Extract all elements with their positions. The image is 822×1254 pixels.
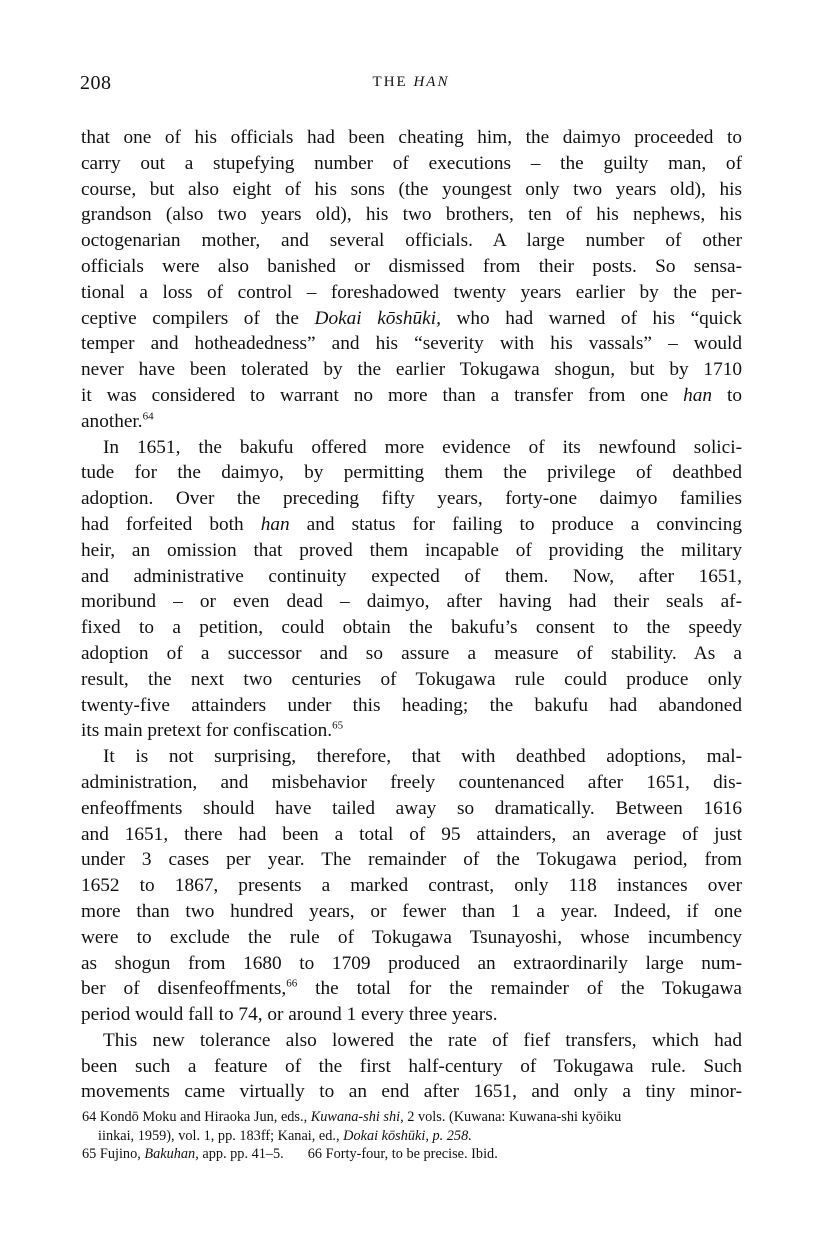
text-run: it was considered to warrant no more than a transfer from one — [81, 384, 684, 406]
text-run: course, but also eight of his sons (the youngest only two years old), his — [81, 178, 742, 200]
italic-text: Dokai kōshūki, — [314, 307, 441, 329]
footnote-ref: 65 — [332, 719, 344, 732]
body-line — [81, 202, 742, 228]
body-line — [81, 331, 742, 357]
body-line — [81, 177, 742, 203]
text-run: period would fall to 74, or around 1 every three years. — [81, 1004, 498, 1026]
italic-text: Bakuhan, — [144, 1146, 199, 1162]
running-title-prefix: THE — [372, 74, 414, 90]
body-line — [81, 718, 742, 744]
body-line — [81, 538, 742, 564]
footnote-ref: 66 — [286, 977, 298, 990]
body-line — [81, 280, 742, 306]
text-run: never have been tolerated by the earlier Tokugawa shogun, but by 1710 — [81, 359, 742, 381]
text-run: adoption. Over the preceding fifty years, forty-one daimyo families — [81, 488, 742, 510]
text-run: octogenarian mother, and several officials. A large number of other — [81, 230, 742, 252]
text-run: grandson (also two years old), his two brothers, ten of his nephews, his — [81, 204, 742, 226]
text-run: iinkai, 1959), vol. 1, pp. 183ff; Kanai, ed., — [98, 1127, 344, 1144]
text-run: 1652 to 1867, presents a marked contrast, only 118 instances over — [81, 875, 742, 897]
body-line — [81, 564, 742, 590]
text-run: enfeoffments should have tailed away so dramatically. Between 1616 — [81, 797, 742, 819]
text-run: In 1651, the bakufu offered more evidence of its newfound solici- — [103, 436, 742, 458]
text-run: its main pretext for confiscation. — [81, 720, 333, 742]
text-run: tional a loss of control – foreshadowed twenty years earlier by the per- — [81, 281, 742, 303]
footnote-ref: 64 — [142, 410, 154, 423]
text-run: that one of his officials had been cheating him, the daimyo proceeded to — [81, 127, 742, 148]
italic-text: han — [683, 384, 713, 406]
body-line — [81, 693, 742, 719]
page-number: 208 — [80, 72, 112, 94]
body-line — [81, 1079, 742, 1105]
body-line — [81, 899, 742, 925]
text-run: who had warned of his “quick — [440, 307, 742, 329]
body-line — [81, 641, 742, 667]
text-run: the total for the remainder of the Tokugawa — [297, 978, 742, 1000]
text-run: fixed to a petition, could obtain the bakufu’s consent to the speedy — [81, 617, 742, 639]
text-run: movements came virtually to an end after 1651, and only a tiny minor- — [81, 1081, 742, 1103]
text-run: temper and hotheadedness” and his “severity with his vassals” – would — [81, 333, 742, 355]
text-run: twenty-five attainders under this heading; the bakufu had abandoned — [81, 694, 742, 716]
text-run: and administrative continuity expected of them. Now, after 1651, — [81, 565, 742, 587]
body-line — [81, 486, 742, 512]
text-run: to — [712, 384, 742, 406]
body-line — [81, 435, 742, 461]
body-line — [81, 615, 742, 641]
body-line — [81, 512, 742, 538]
body-line — [81, 873, 742, 899]
running-title-italic: HAN — [413, 74, 450, 90]
body-line — [81, 1054, 742, 1080]
body-text — [81, 125, 742, 1105]
italic-text: Dokai kōshūki, p. 258. — [343, 1127, 472, 1144]
running-header — [80, 72, 742, 100]
text-run: ber of disenfeoffments, — [81, 978, 287, 1000]
footnote-65 — [82, 1146, 284, 1162]
italic-text: Kuwana-shi shi, — [310, 1109, 404, 1125]
footnote-64-line-1 — [82, 1108, 744, 1127]
text-run: as shogun from 1680 to 1709 produced an extraordinarily large num- — [81, 952, 742, 974]
text-run: 66 Forty-four, to be precise. Ibid. — [307, 1146, 498, 1162]
text-run: carry out a stupefying number of executions – the guilty man, of — [81, 152, 742, 174]
body-line — [81, 460, 742, 486]
text-run: heir, an omission that proved them incapable of providing the military — [81, 539, 742, 561]
body-line — [81, 383, 742, 409]
body-line — [81, 306, 742, 332]
text-run: and 1651, there had been a total of 95 attainders, an average of just — [81, 823, 742, 845]
text-run: 2 vols. (Kuwana: Kuwana-shi kyōiku — [403, 1109, 622, 1125]
text-run: administration, and misbehavior freely countenanced after 1651, dis- — [81, 771, 742, 793]
body-line — [81, 589, 742, 615]
text-run: officials were also banished or dismissed from their posts. So sensa- — [81, 255, 742, 277]
body-line — [81, 228, 742, 254]
text-run: had forfeited both — [81, 513, 261, 535]
footnotes — [82, 1108, 744, 1164]
body-line — [81, 976, 742, 1002]
text-run: moribund – or even dead – daimyo, after having had their seals af- — [81, 591, 742, 613]
body-line — [81, 357, 742, 383]
body-line — [81, 951, 742, 977]
running-title — [80, 74, 742, 91]
body-line — [81, 409, 742, 435]
text-run: 65 Fujino, — [82, 1146, 145, 1162]
body-line — [81, 822, 742, 848]
text-run: ceptive compilers of the — [81, 307, 315, 329]
body-line — [81, 667, 742, 693]
text-run: tude for the daimyo, by permitting them the privilege of deathbed — [81, 462, 742, 484]
text-run: result, the next two centuries of Tokugawa rule could produce only — [81, 668, 742, 690]
text-run: were to exclude the rule of Tokugawa Tsunayoshi, whose incumbency — [81, 926, 742, 948]
body-line — [81, 1002, 742, 1028]
italic-text: han — [260, 513, 290, 535]
body-line — [81, 744, 742, 770]
text-run: under 3 cases per year. The remainder of the Tokugawa period, from — [81, 849, 742, 871]
footnote-64-line-2 — [82, 1127, 744, 1146]
text-run: and status for failing to produce a convincing — [289, 513, 743, 535]
body-line — [81, 925, 742, 951]
text-run: app. pp. 41–5. — [198, 1146, 284, 1162]
text-run: another. — [81, 410, 143, 432]
body-line — [81, 1028, 742, 1054]
body-line — [81, 847, 742, 873]
footnote-66 — [308, 1146, 498, 1162]
body-line — [81, 254, 742, 280]
text-run: This new tolerance also lowered the rate of fief transfers, which had — [103, 1029, 742, 1051]
text-run: more than two hundred years, or fewer than 1 a year. Indeed, if one — [81, 900, 742, 922]
body-line — [81, 796, 742, 822]
text-run: adoption of a successor and so assure a measure of stability. As a — [81, 642, 742, 664]
body-line — [81, 151, 742, 177]
text-run: 64 Kondō Moku and Hiraoka Jun, eds., — [82, 1109, 311, 1125]
text-run: been such a feature of the first half-century of Tokugawa rule. Such — [81, 1055, 742, 1077]
body-line — [81, 770, 742, 796]
body-line — [81, 125, 742, 151]
footnote-65-66-line — [82, 1145, 744, 1164]
text-run: It is not surprising, therefore, that with deathbed adoptions, mal- — [103, 746, 742, 768]
